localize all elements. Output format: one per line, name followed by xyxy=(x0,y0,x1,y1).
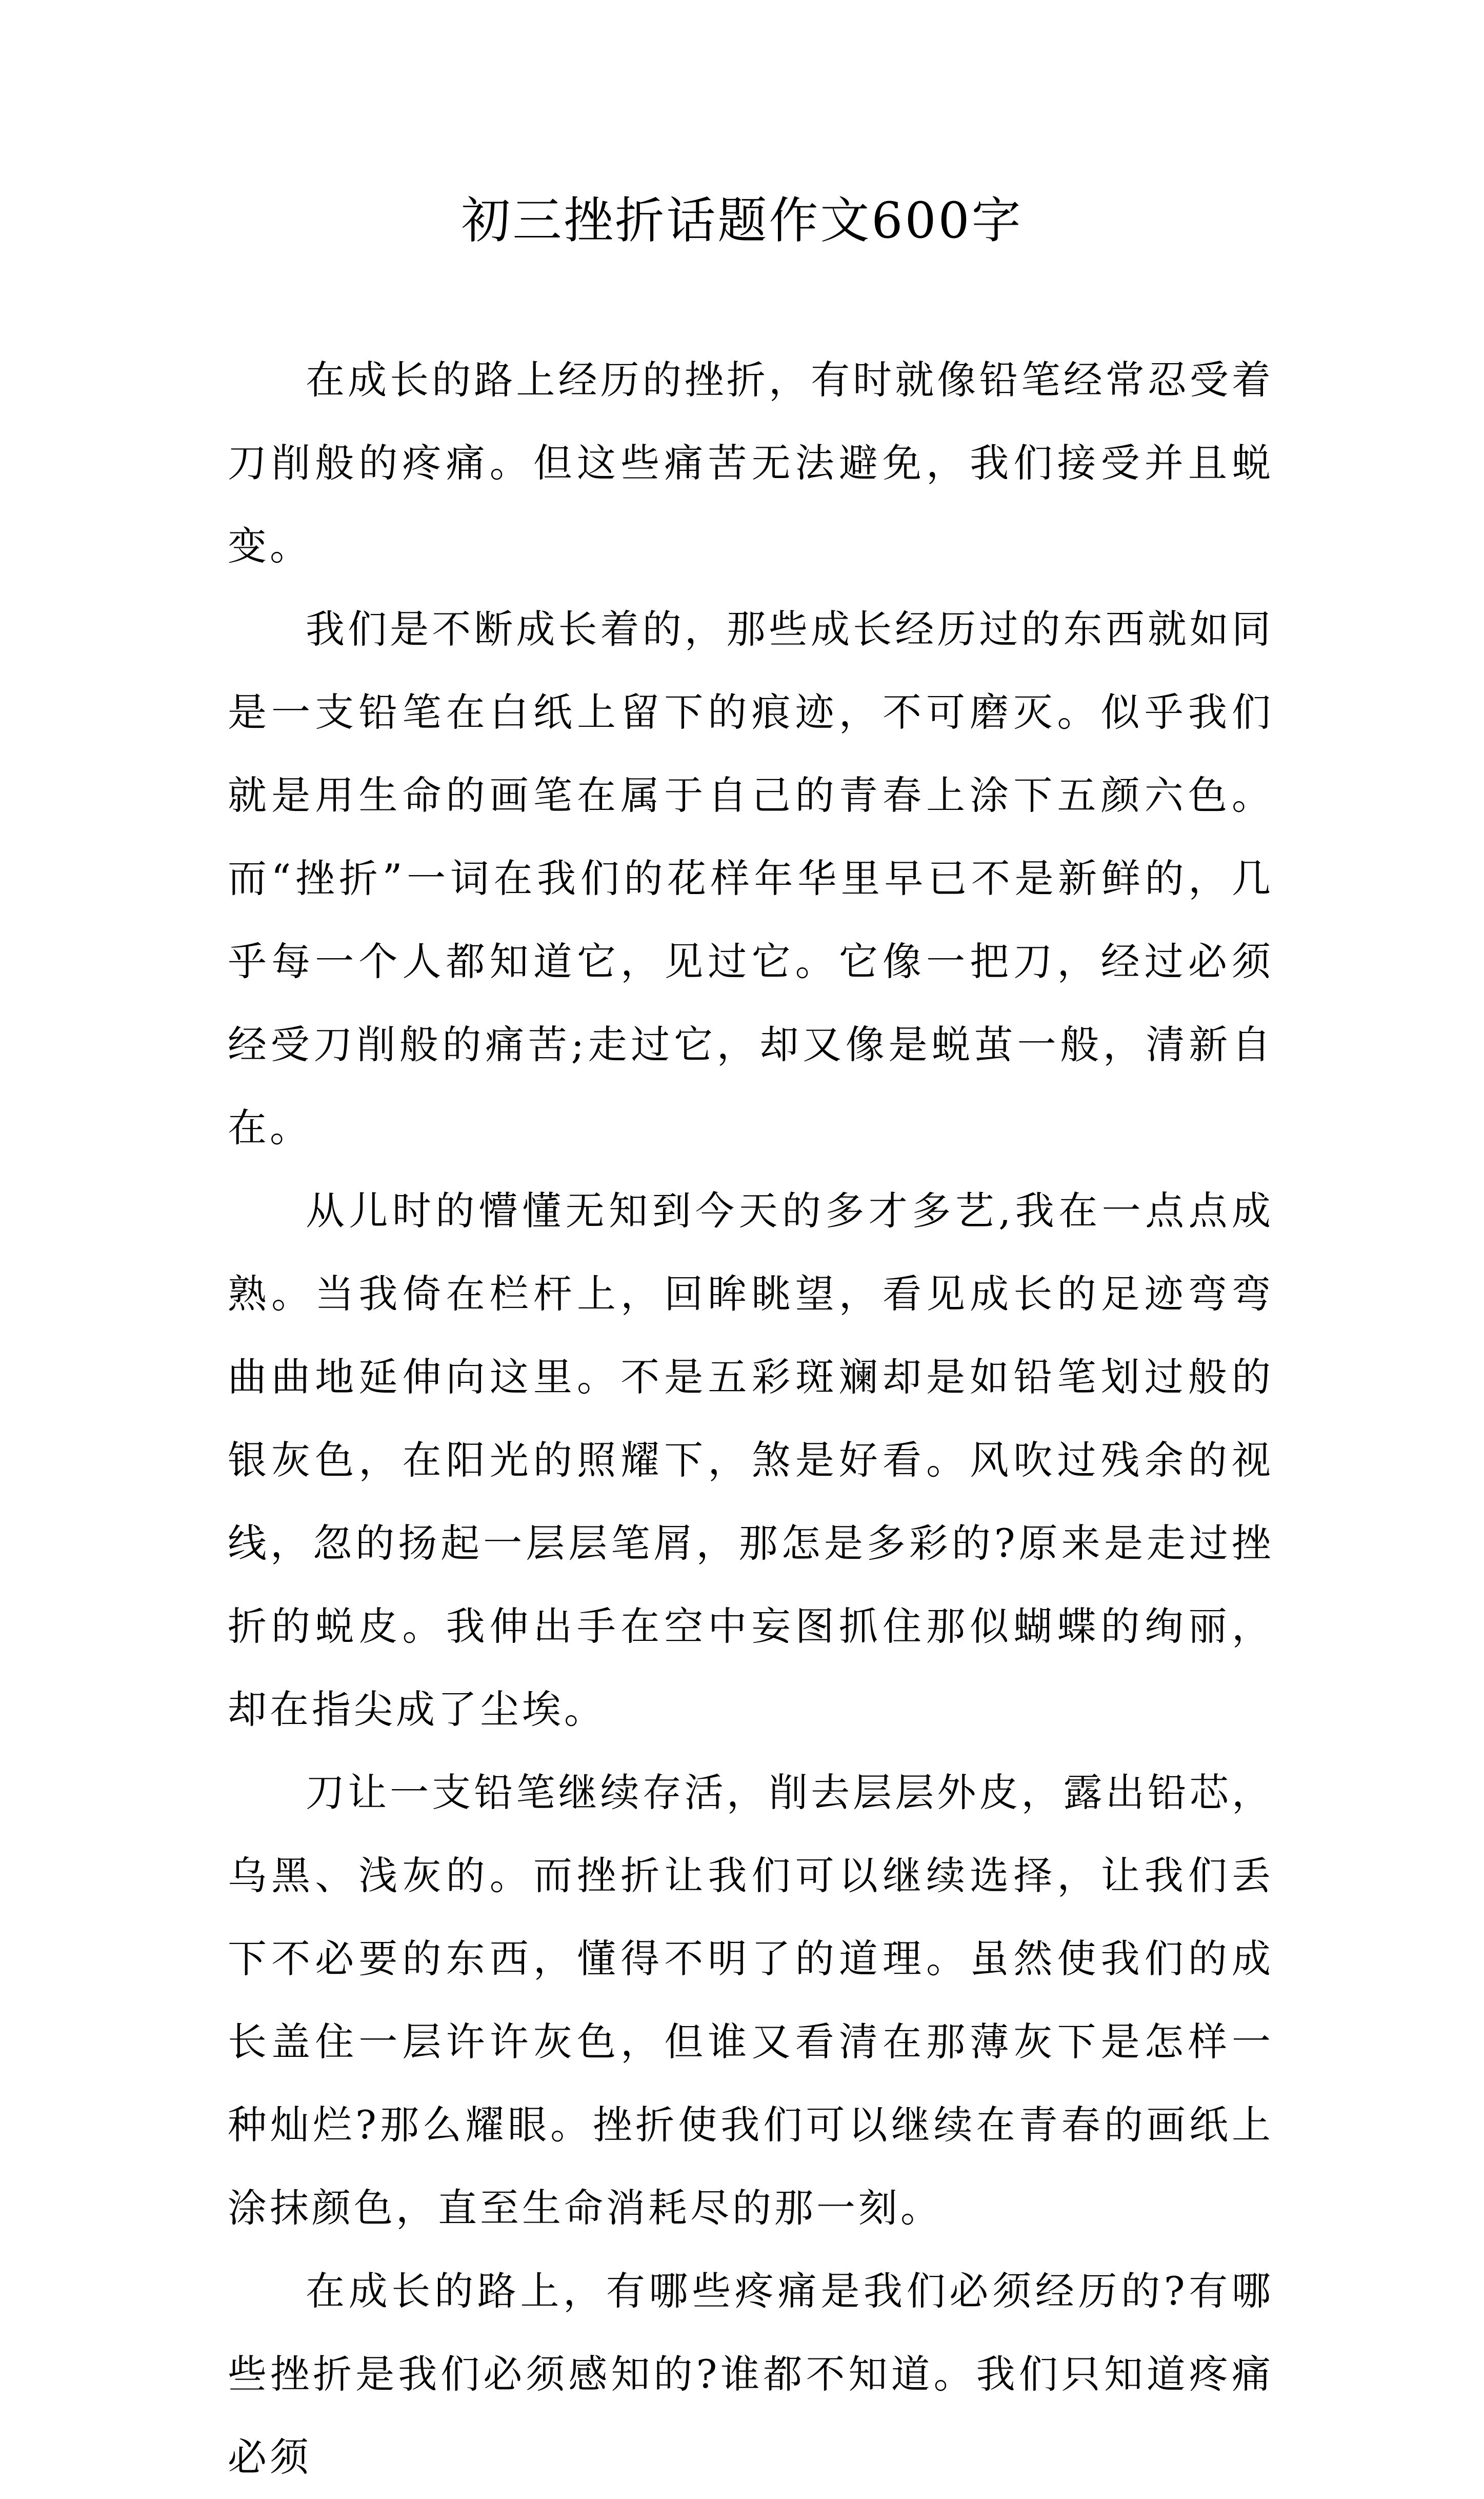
document-title: 初三挫折话题作文600字 xyxy=(461,192,1023,249)
paragraph-5: 在成长的路上，有哪些疼痛是我们必须经历的?有哪些挫折是我们必须感知的?谁都不知道。我们只知道疼痛必须 xyxy=(228,2268,1274,2480)
paragraph-3: 从儿时的懵懂无知到今天的多才多艺,我在一点点成熟。当我倚在栏杆上，回眸眺望，看见成长的足迹弯弯曲曲地延伸向这里。不是五彩斑斓却是如铅笔划过般的银灰色，在阳光的照耀下，煞是好看。风吹过残余的视线，忽的扬起一层层笔屑，那怎是多彩的?原来是走过挫折的蜕皮。我伸出手在空中妄图抓住那似蝴蝶的绚丽，却在指尖成了尘埃。 xyxy=(228,1188,1274,1732)
paragraph-4: 刀让一支铅笔继续存活，削去层层外皮，露出铅芯，乌黑、浅灰的。而挫折让我们可以继续选择，让我们丢下不必要的东西，懂得不明了的道理。虽然使我们的成长盖住一层许许灰色，但谁又看清在那薄灰下是怎样一种灿烂?那么耀眼。挫折使我们可以继续在青春的画纸上涂抹颜色，直至生命消耗尽的那一刻。 xyxy=(228,1770,1274,2231)
paragraph-1: 在成长的路上经历的挫折，有时就像铅笔经常忍受着刀削般的疼痛。但这些痛苦无法避免，我们接受并且蜕变。 xyxy=(228,357,1274,569)
paragraph-2: 我们是不断成长着的，那些成长经历过的东西就如同是一支铅笔在白纸上留下的痕迹，不可磨灭。似乎我们就是用生命的画笔在属于自己的青春上涂下五颜六色。而“挫折”一词在我们的花样年华里早已不是新鲜的，几乎每一个人都知道它，见过它。它像一把刀，经过必须经受刀削般的痛苦;走过它，却又像是蜕茧一般，清新自在。 xyxy=(228,606,1274,1151)
document-body xyxy=(228,339,1274,2499)
